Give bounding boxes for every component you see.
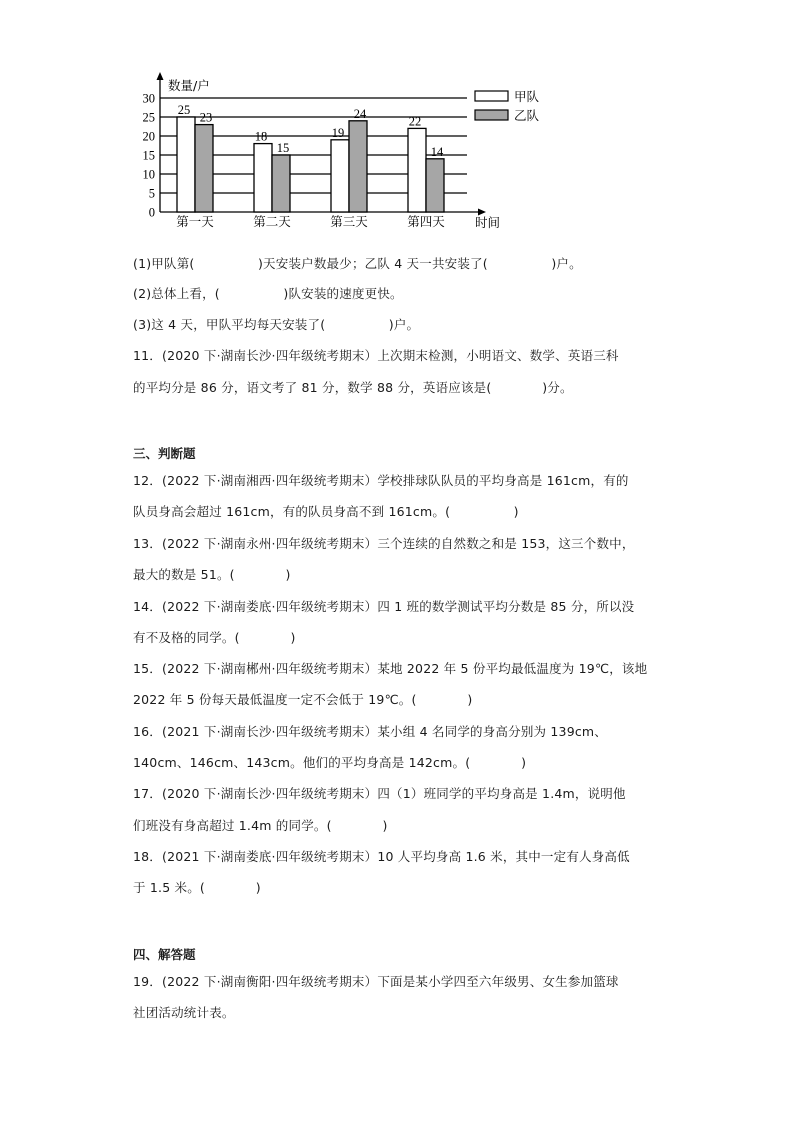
q14-line1: 14．(2022 下·湖南娄底·四年级统考期末）四 1 班的数学测试平均分数是 85 分，所以没 bbox=[133, 599, 635, 614]
y-tick-label: 10 bbox=[142, 167, 155, 182]
q15-line1: 15．(2022 下·湖南郴州·四年级统考期末）某地 2022 年 5 份平均最低温度为 19℃，该地 bbox=[133, 661, 648, 676]
data-label: 24 bbox=[353, 106, 367, 121]
bar bbox=[408, 128, 426, 212]
q14-line2: 有不及格的同学。( ) bbox=[133, 630, 296, 645]
category-label: 第二天 bbox=[253, 214, 291, 229]
q10-part1: (1)甲队第( )天安装户数最少；乙队 4 天一共安装了( )户。 bbox=[133, 256, 582, 271]
q16-line2: 140cm、146cm、143cm。他们的平均身高是 142cm。( ) bbox=[133, 755, 527, 770]
data-label: 19 bbox=[331, 125, 345, 140]
y-tick-label: 30 bbox=[142, 91, 155, 106]
q16-line1: 16．(2021 下·湖南长沙·四年级统考期末）某小组 4 名同学的身高分别为 139cm、 bbox=[133, 724, 607, 739]
q15-line2: 2022 年 5 份每天最低温度一定不会低于 19℃。( ) bbox=[133, 692, 473, 707]
legend-swatch bbox=[475, 110, 508, 120]
section-heading-judgement: 三、判断题 bbox=[133, 446, 196, 461]
q19-line2: 社团活动统计表。 bbox=[133, 1005, 235, 1020]
y-tick-label: 15 bbox=[142, 148, 155, 163]
q18-line2: 于 1.5 米。( ) bbox=[133, 880, 261, 895]
q13-line2: 最大的数是 51。( ) bbox=[133, 567, 291, 582]
y-tick-label: 5 bbox=[148, 186, 155, 201]
data-label: 14 bbox=[430, 144, 444, 159]
bar-chart-svg bbox=[130, 70, 550, 235]
q12-line1: 12．(2022 下·湖南湘西·四年级统考期末）学校排球队队员的平均身高是 161cm，有的 bbox=[133, 473, 629, 488]
q18-line1: 18．(2021 下·湖南娄底·四年级统考期末）10 人平均身高 1.6 米，其中一定有人身高低 bbox=[133, 849, 630, 864]
bar bbox=[349, 121, 367, 212]
data-label: 15 bbox=[276, 141, 290, 155]
y-axis-label: 数量/户 bbox=[168, 78, 210, 93]
bar bbox=[272, 155, 290, 212]
category-label: 第四天 bbox=[407, 214, 445, 229]
category-label: 第三天 bbox=[330, 214, 368, 229]
q12-line2: 队员身高会超过 161cm，有的队员身高不到 161cm。( ) bbox=[133, 504, 519, 519]
data-label: 22 bbox=[408, 114, 422, 129]
bar bbox=[331, 140, 349, 212]
bar bbox=[195, 125, 213, 212]
section-heading-answer: 四、解答题 bbox=[133, 947, 196, 962]
data-label: 25 bbox=[177, 103, 191, 117]
legend-swatch bbox=[475, 91, 508, 101]
q17-line1: 17．(2020 下·湖南长沙·四年级统考期末）四（1）班同学的平均身高是 1.4m，说明他 bbox=[133, 786, 626, 801]
y-axis-arrow bbox=[157, 72, 164, 80]
bar bbox=[177, 117, 195, 212]
q17-line2: 们班没有身高超过 1.4m 的同学。( ) bbox=[133, 818, 388, 833]
q19-line1: 19．(2022 下·湖南衡阳·四年级统考期末）下面是某小学四至六年级男、女生参加篮球 bbox=[133, 974, 619, 989]
q11-line1: 11．(2020 下·湖南长沙·四年级统考期末）上次期末检测，小明语文、数学、英语三科 bbox=[133, 348, 619, 363]
category-label: 第一天 bbox=[176, 214, 214, 229]
q11-line2: 的平均分是 86 分，语文考了 81 分，数学 88 分，英语应该是( )分。 bbox=[133, 380, 573, 395]
legend-label: 乙队 bbox=[514, 108, 540, 123]
data-label: 18 bbox=[254, 129, 268, 144]
q10-part3: (3)这 4 天，甲队平均每天安装了( )户。 bbox=[133, 317, 420, 332]
bar-chart bbox=[130, 70, 550, 235]
bar bbox=[254, 144, 272, 212]
q10-part2: (2)总体上看，( )队安装的速度更快。 bbox=[133, 286, 403, 301]
q13-line1: 13．(2022 下·湖南永州·四年级统考期末）三个连续的自然数之和是 153，这三个数中， bbox=[133, 536, 635, 551]
bar bbox=[426, 159, 444, 212]
y-tick-label: 0 bbox=[148, 205, 155, 220]
legend-label: 甲队 bbox=[514, 89, 540, 104]
data-label: 23 bbox=[199, 110, 213, 125]
y-tick-label: 20 bbox=[142, 129, 155, 144]
x-axis-label: 时间 bbox=[475, 215, 501, 230]
y-tick-label: 25 bbox=[142, 110, 155, 125]
